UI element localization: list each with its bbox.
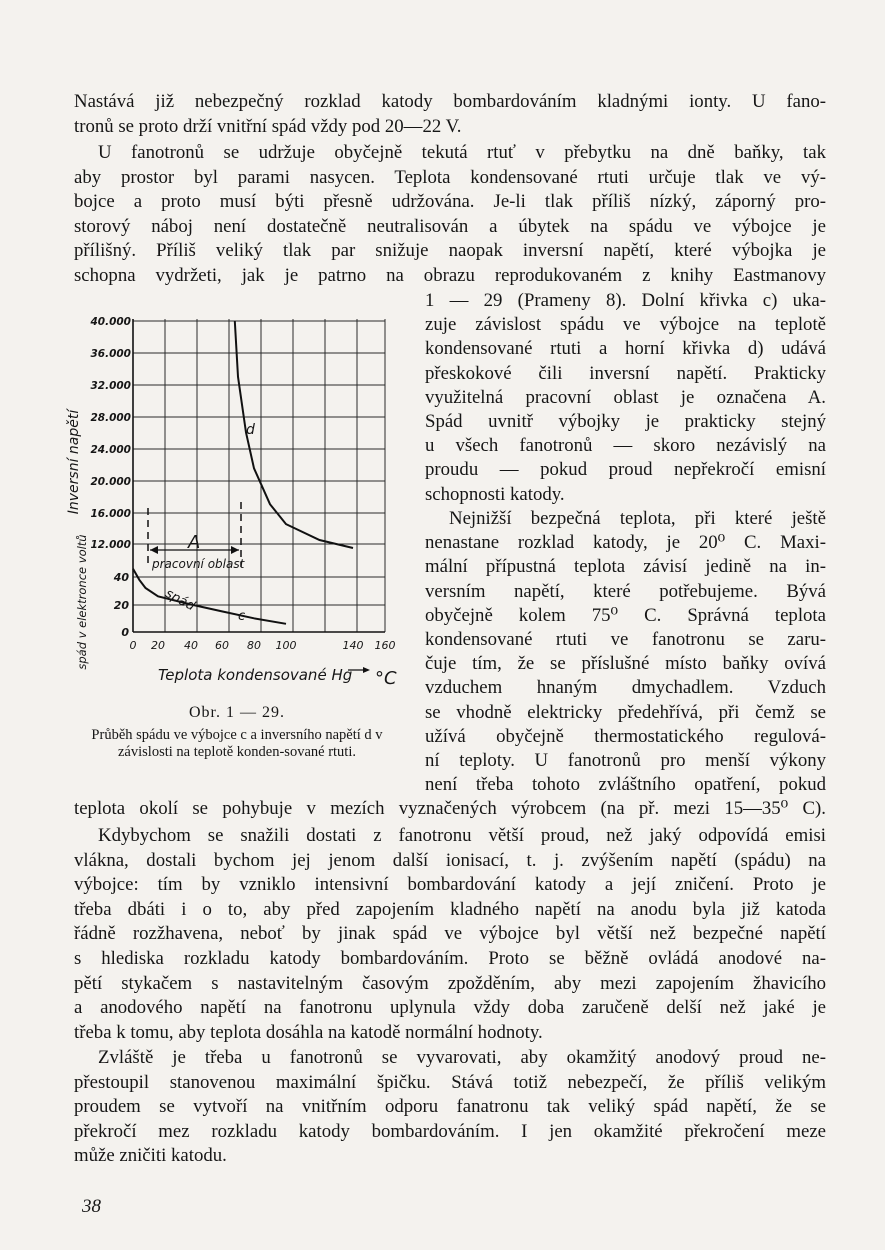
paragraph-peak [74,1046,826,1169]
text-line: Spád uvnitř výbojky je prakticky stejný [425,411,826,433]
page-number: 38 [82,1196,101,1217]
x-tick-label: 160 [374,639,396,652]
x-axis-unit: °C [375,668,397,689]
text-line: třeba dbáti i o to, aby před zapojením kladného napětí na anodu byla již katoda [74,898,826,920]
chart-svg [58,312,418,712]
text-line: přestoupil stanovenou maximální špičku. Stává totiž nebezpečí, že příliš velikým [74,1071,826,1093]
x-tick-label: 0 [129,639,137,652]
text-line: není třeba tohoto zvláštního opatření, pokud [425,774,826,796]
text-line: ní teploty. U fanotronů pro menší výkony [425,750,826,772]
text-line: storový náboj není dostatečně neutralisován a úbytek na spádu ve výbojce je [74,215,826,237]
x-label-arrowhead [363,667,370,673]
text-line: čuje tím, že se příslušné místo baňky ovívá [425,653,826,675]
paragraph-top [74,90,826,139]
y-tick-label: 0 [121,626,129,639]
text-line: řádně rozžhavena, neboť by jinak spád ve výbojce byl větší než bezpečné napětí [74,923,826,945]
x-tick-label: 40 [184,639,198,652]
text-line: aby prostor byl parami nasycen. Teplota kondensované rtuti určuje tlak ve vý- [74,166,826,188]
text-line: zuje závislost spádu ve výbojce na teplotě [425,314,826,336]
text-line: Nejnižší bezpečná teplota, při které ještě [449,508,826,529]
text-line: proudem se vytvoří na vnitřním odporu fanatronu tak veliký spád napětí, že se [74,1096,826,1118]
y-label-upper: Inversní napětí [66,409,82,515]
text-line: proudu — pokud proud nepřekročí emisní [425,459,826,481]
y-tick-label: 40 [113,571,129,584]
figure-chart [58,312,418,712]
text-line: mální přípustná teplota závisí jedině na in- [425,556,826,578]
text-line: překročí mez rozkladu katody bombardováním. I jen okamžité překročení meze [74,1120,826,1142]
text-line: teplota okolí se pohybuje v mezích vyznačených výrobcem (na př. mezi 15—35⁰ C). [74,798,826,819]
figure-caption [72,704,402,761]
text-line: 1 — 29 (Prameny 8). Dolní křivka c) uka- [425,290,826,311]
text-line: se vhodně elektricky předehřívá, při čemž se [425,701,826,723]
text-line: kondensované rtuti ve fanotronu se zaru- [425,629,826,651]
text-line: nenastane rozklad katody, je 20⁰ C. Maxi- [425,532,826,554]
x-tick-label: 140 [342,639,364,652]
x-axis-label: Teplota kondensované Hg [158,666,353,684]
y-tick-label: 28.000 [90,412,131,424]
text-line: versním napětí, které potřebujeme. Bývá [425,580,826,602]
text-line: obyčejně kolem 75⁰ C. Správná teplota [425,604,826,626]
x-tick-label: 100 [275,639,297,652]
text-line: výbojce: tím by vzniklo intensivní bombardování katody a její zničení. Proto je [74,874,826,896]
text-line: Kdybychom se snažili dostati z fanotronu větší proud, než jaký odpovídá emisi [98,825,826,846]
text-line: Nastává již nebezpečný rozklad katody bombardováním kladnými ionty. U fano- [74,91,826,112]
text-line: schopnosti katody. [425,483,565,505]
y-tick-label: 20 [113,599,129,612]
y-tick-label: 16.000 [90,508,131,520]
text-line: a anodového napětí na fanotronu uplynula vždy doba zaručeně delší než jaké je [74,997,826,1019]
text-line: může zničiti katodu. [74,1145,227,1167]
curve-c-text: spád [162,586,198,615]
text-line: s hlediska rozkladu katody bombardováním. Proto se běžně ovládá anodové na- [74,947,826,969]
figure-caption-text: Průběh spádu ve výbojce c a inversního napětí d v závislosti na teplotě konden-sované rtuti. [91,727,383,760]
x-tick-label: 20 [151,639,165,652]
text-line: kondensované rtuti a horní křivka d) udává [425,338,826,360]
y-tick-label: 32.000 [90,380,131,392]
paragraph-ambient [74,797,826,822]
region-arrowhead-left [150,546,158,554]
paragraph-mercury-pressure [74,141,826,289]
x-tick-label: 80 [247,639,261,652]
text-line: vlákna, dostali bychom jej jenom další ionisací, t. j. zvýšením napětí (spádu) na [74,849,826,871]
y-tick-label: 40.000 [90,316,131,328]
curve-d-label: d [246,422,255,438]
paragraph-current [74,824,826,1045]
text-line: užívá obyčejně thermostatického regulová- [425,725,826,747]
text-line: přeskokové čili inversní napětí. Prakticky [425,362,826,384]
y-tick-label: 24.000 [90,444,131,456]
text-line: u všech fanotronů — skoro nezávislý na [425,435,826,457]
text-line: vzduchem hnaným dmychadlem. Vzduch [425,677,826,699]
region-text: pracovní oblast [152,557,245,571]
y-tick-label: 12.000 [90,539,131,551]
x-tick-label: 60 [215,639,229,652]
y-label-lower: spád v elektronce voltů [75,534,89,670]
text-line: třeba k tomu, aby teplota dosáhla na katodě normální hodnoty. [74,1021,543,1043]
text-line: využitelná pracovní oblast je označena A. [425,386,826,408]
curve-c-label: c [238,609,246,624]
y-tick-label: 20.000 [90,476,131,488]
text-line: přílišný. Příliš veliký tlak par snižuje naopak inversní napětí, které výbojka je [74,240,826,262]
y-tick-label: 36.000 [90,348,131,360]
text-line: U fanotronů se udržuje obyčejně tekutá rtuť v přebytku na dně baňky, tak [98,142,826,163]
figure-number: Obr. 1 — 29. [189,704,285,721]
side-column-text [425,289,826,507]
text-line: Zvláště je třeba u fanotronů se vyvarovati, aby okamžitý anodový proud ne- [98,1047,826,1068]
text-line: tronů se proto drží vnitřní spád vždy pod 20—22 V. [74,115,462,137]
side-column-text-2 [425,507,826,797]
text-line: pětí stykačem s nastavitelným časovým zpožděním, aby mezi zapojením žhavicího [74,972,826,994]
region-arrowhead-right [231,546,239,554]
text-line: bojce a proto musí býti přesně udržována. Je-li tlak příliš nízký, záporný pro- [74,191,826,213]
region-label: A [188,532,201,553]
text-line: schopna vydržeti, jak je patrno na obrazu reprodukovaném z knihy Eastmanovy [74,264,826,286]
